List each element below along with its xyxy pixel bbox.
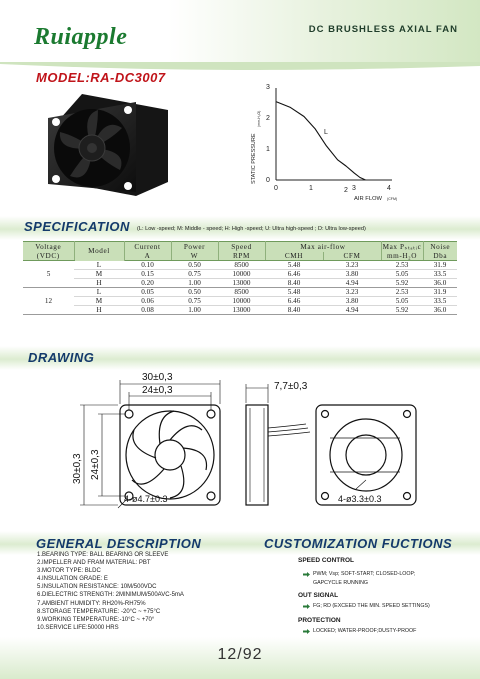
speed-control-text-2: GAPCYCLE RUNNING <box>313 580 369 586</box>
x-tick-labels <box>274 185 391 194</box>
speed-cell: 8500 <box>218 288 265 297</box>
x-tick-label: 4 <box>387 185 391 192</box>
x-axis-label: AIR FLOW <box>354 196 383 202</box>
dim-hole-spacing-v: 24±0,3 <box>90 449 101 480</box>
model-cell: L <box>74 288 124 297</box>
mount-hole <box>52 175 60 183</box>
custom-title: CUSTOMIZATION FUCTIONS <box>264 536 453 551</box>
noise-cell: 36.0 <box>423 306 457 315</box>
dim-thickness: 7,7±0,3 <box>274 381 308 392</box>
speed-cell: 13000 <box>218 279 265 288</box>
x-axis-unit: (CFM) <box>387 197 398 201</box>
y-tick-label: 1 <box>266 146 270 153</box>
table-row <box>23 270 457 279</box>
list-item: 1.BEARING TYPE: BALL BEARING OR SLEEVE <box>37 552 169 558</box>
speed-header: Speed <box>218 242 265 253</box>
pressure-cell: 2.53 <box>381 288 423 297</box>
model-cell: H <box>74 306 124 315</box>
spec-header-row <box>23 242 457 253</box>
dim-hole-spacing: 24±0,3 <box>142 385 173 396</box>
table-row <box>23 279 457 288</box>
power-cell: 0.75 <box>171 297 218 306</box>
dim-holes-front: 4-ø4.7±0.3 <box>124 494 168 504</box>
cmh-cell: 8.40 <box>265 306 323 315</box>
spec-title: SPECIFICATION <box>24 219 130 234</box>
dim-holes-side: 4-ø3.3±0.3 <box>338 494 382 504</box>
list-item: 3.MOTOR TYPE: BLDC <box>37 568 101 575</box>
document-type: DC BRUSHLESS AXIAL FAN <box>308 24 458 35</box>
cfm-cell: 3.80 <box>323 297 381 306</box>
pq-chart <box>246 80 406 205</box>
list-item: 5.INSULATION RESISTANCE: 10M/500VDC <box>37 584 157 591</box>
out-signal-text: FG; RD (EXCEED THE MIN. SPEED SETTINGS) <box>313 603 430 609</box>
power-cell: 0.50 <box>171 261 218 270</box>
list-item: 9.WORKING TEMPERATURE:-10°C ~ +70° <box>37 616 155 623</box>
front-view <box>80 380 220 508</box>
model-cell: M <box>74 297 124 306</box>
speed-cell: 10000 <box>218 297 265 306</box>
pressure-cell: 5.92 <box>381 306 423 315</box>
airflow-header: Max air-flow <box>265 242 381 253</box>
cfm-cell: 4.94 <box>323 279 381 288</box>
y-tick-labels <box>266 84 270 184</box>
pressure-cell: 2.53 <box>381 261 423 270</box>
brand-logo: Ruiapple <box>34 24 128 50</box>
list-item: 4.INSULATION GRADE: E <box>37 576 108 583</box>
pressure-cell: 5.05 <box>381 270 423 279</box>
power-cell: 0.75 <box>171 270 218 279</box>
list-item: 10.SERVICE LIFE:50000 HRS <box>37 624 119 631</box>
arrow-right-icon <box>303 572 310 577</box>
mount-hole <box>124 106 132 114</box>
y-axis-unit: (mm-H₂O) <box>257 110 261 127</box>
noise-cell: 31.9 <box>423 261 457 270</box>
current-cell: 0.05 <box>124 288 171 297</box>
list-item: 7.AMBIENT HUMIDITY: RH20%-RH75% <box>37 600 146 607</box>
x-tick-label: 2 <box>344 187 348 194</box>
speed-unit: RPM <box>218 252 265 261</box>
fan-photo <box>44 88 174 200</box>
protection-label: PROTECTION <box>298 617 341 624</box>
model-cell: H <box>74 279 124 288</box>
table-row <box>23 297 457 306</box>
list-item: 8.STORAGE TEMPERATURE: -20°C ~ +75°C <box>37 608 161 615</box>
cfm-cell: 3.23 <box>323 261 381 270</box>
power-unit: W <box>171 252 218 261</box>
x-tick-label: 0 <box>274 185 278 192</box>
general-list <box>37 551 184 632</box>
protection-text: LOCKED; WATER-PROOF;DUSTY-PROOF <box>313 628 417 634</box>
model-cell: L <box>74 261 124 270</box>
noise-cell: 31.9 <box>423 288 457 297</box>
current-header: Current <box>124 242 171 253</box>
series-line-l <box>276 102 366 180</box>
cfm-cell: 3.23 <box>323 288 381 297</box>
page-number: 12/92 <box>217 646 263 663</box>
power-header: Power <box>171 242 218 253</box>
curve-marker: L <box>324 129 328 136</box>
table-row <box>23 288 457 297</box>
mount-hole <box>124 182 132 190</box>
current-cell: 0.15 <box>124 270 171 279</box>
arrow-right-icon <box>303 604 310 609</box>
table-row <box>23 306 457 315</box>
noise-cell: 33.5 <box>423 297 457 306</box>
speed-cell: 10000 <box>218 270 265 279</box>
mount-hole <box>52 118 60 126</box>
dim-width: 30±0,3 <box>142 372 173 383</box>
cfm-unit: CFM <box>323 252 381 261</box>
cmh-cell: 6.46 <box>265 270 323 279</box>
current-cell: 0.20 <box>124 279 171 288</box>
x-tick-label: 3 <box>352 185 356 192</box>
cmh-cell: 5.48 <box>265 288 323 297</box>
y-axis-label: STATIC PRESSURE <box>251 133 257 184</box>
model-title: MODEL:RA-DC3007 <box>36 70 166 85</box>
y-tick-label: 2 <box>266 115 270 122</box>
noise-unit: Dba <box>423 252 457 261</box>
arrow-right-icon <box>303 629 310 634</box>
drawing-title: DRAWING <box>28 350 95 365</box>
current-unit: A <box>124 252 171 261</box>
dim-height: 30±0,3 <box>72 453 83 484</box>
list-item: 6.DIELECTRIC STRENGTH: 2MINIMUM/500AVC-5mA <box>37 592 184 599</box>
speed-cell: 8500 <box>218 261 265 270</box>
y-tick-label: 3 <box>266 84 270 91</box>
x-tick-label: 1 <box>309 185 313 192</box>
table-row <box>23 261 457 270</box>
speed-control-text: PWM; Vsp; SOFT-START; CLOSED-LOOP; <box>313 571 416 577</box>
voltage-cell: 5 <box>23 261 74 288</box>
general-title: GENERAL DESCRIPTION <box>36 536 202 551</box>
cmh-cell: 6.46 <box>265 297 323 306</box>
noise-cell: 33.5 <box>423 270 457 279</box>
cmh-cell: 5.48 <box>265 261 323 270</box>
spec-table <box>23 241 457 315</box>
current-cell: 0.08 <box>124 306 171 315</box>
out-signal-label: OUT SIGNAL <box>298 592 339 599</box>
cfm-cell: 3.80 <box>323 270 381 279</box>
power-cell: 1.00 <box>171 306 218 315</box>
current-cell: 0.10 <box>124 261 171 270</box>
technical-drawing <box>60 368 440 518</box>
model-header: Model <box>74 242 124 261</box>
cmh-cell: 8.40 <box>265 279 323 288</box>
back-view <box>316 405 416 505</box>
voltage-unit: (VDC) <box>23 252 74 261</box>
side-view <box>246 384 310 505</box>
voltage-header: Voltage <box>23 242 74 253</box>
speed-cell: 13000 <box>218 306 265 315</box>
current-cell: 0.06 <box>124 297 171 306</box>
pressure-unit: mm-H₂O <box>381 252 423 261</box>
y-tick-label: 0 <box>266 177 270 184</box>
noise-cell: 36.0 <box>423 279 457 288</box>
pressure-cell: 5.92 <box>381 279 423 288</box>
pressure-header: Max Pₛₜₐₜᵢc <box>382 243 422 251</box>
spec-legend: (L: Low -speed; M: Middle - speed; H: High -speed; U: Ultra high-speed ; D: Ultra low-speed) <box>137 226 366 232</box>
list-item: 2.IMPELLER AND FRAM MATERIAL: PBT <box>37 560 151 567</box>
speed-control-label: SPEED CONTROL <box>298 557 354 564</box>
pressure-cell: 5.05 <box>381 297 423 306</box>
model-cell: M <box>74 270 124 279</box>
cfm-cell: 4.94 <box>323 306 381 315</box>
noise-header: Noise <box>423 242 457 253</box>
power-cell: 1.00 <box>171 279 218 288</box>
voltage-cell: 12 <box>23 288 74 315</box>
cmh-unit: CMH <box>265 252 323 261</box>
power-cell: 0.50 <box>171 288 218 297</box>
